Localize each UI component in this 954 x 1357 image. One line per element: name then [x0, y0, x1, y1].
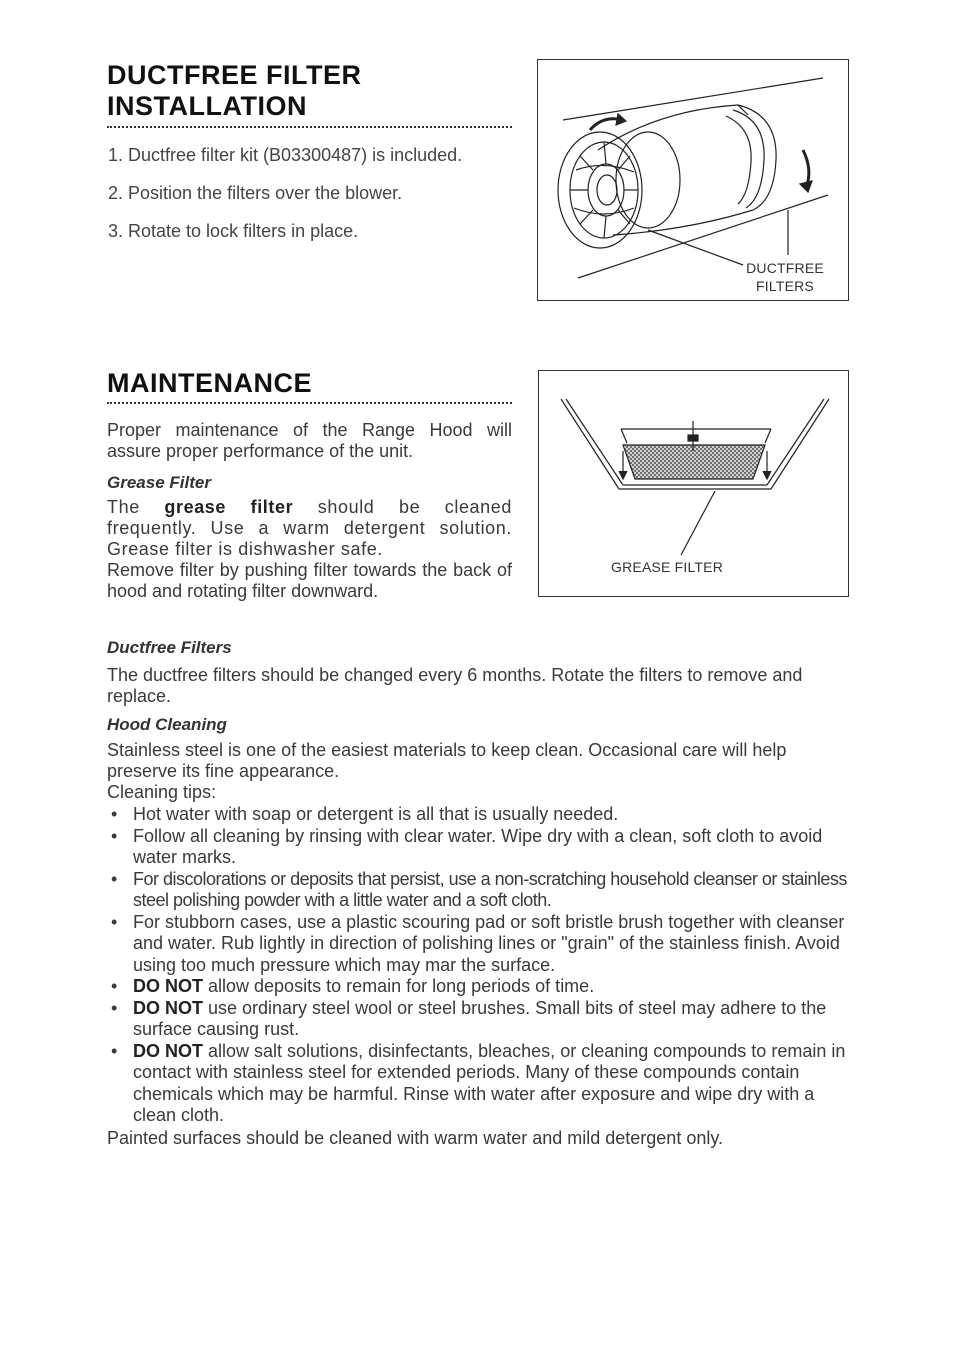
cleaning-tip-text: Hot water with soap or detergent is all that is usually needed.: [133, 804, 619, 824]
cleaning-tip-text: Follow all cleaning by rinsing with clear water. Wipe dry with a clean, soft cloth to avoid water marks.: [133, 825, 823, 867]
cleaning-tip-strong: DO NOT: [133, 1040, 203, 1061]
installation-title-rule: [107, 126, 512, 128]
grease-filter-figure: [538, 370, 849, 597]
ductfree-filters-text: The ductfree filters should be changed every 6 months. Rotate the filters to remove and replace.: [107, 665, 803, 706]
ductfree-filters-label-line1: DUCTFREE: [746, 260, 824, 276]
installation-step-1: 1. Ductfree filter kit (B03300487) is included.: [108, 145, 463, 165]
installation-step-2: 2. Position the filters over the blower.: [108, 183, 403, 203]
cleaning-tip-text: allow deposits to remain for long periods of time.: [203, 976, 595, 996]
bullet-icon: •: [111, 804, 118, 824]
bullet-icon: •: [111, 997, 118, 1018]
painted-surfaces-note: Painted surfaces should be cleaned with warm water and mild detergent only.: [107, 1127, 724, 1148]
installation-step-3: 3. Rotate to lock filters in place.: [108, 221, 359, 241]
cleaning-tip: [107, 998, 853, 1041]
installation-title-line1: DUCTFREE FILTER: [107, 60, 362, 90]
ductfree-filters-heading: Ductfree Filters: [107, 638, 232, 657]
cleaning-tip: [107, 869, 853, 912]
grease-filter-label: GREASE FILTER: [611, 559, 724, 575]
ductfree-filters-label-line2: FILTERS: [756, 278, 814, 294]
ductfree-filters-label: [743, 259, 827, 295]
bullet-icon: •: [111, 1040, 118, 1061]
grease-filter-text-suffix: should be cleaned frequently. Use a warm detergent solution. Grease filter is dishwasher safe.: [107, 497, 513, 559]
cleaning-tip: [107, 976, 853, 998]
maintenance-intro: Proper maintenance of the Range Hood will assure proper performance of the unit.: [107, 420, 512, 461]
grease-filter-text-strong: grease filter: [164, 497, 294, 517]
hood-cleaning-intro: Stainless steel is one of the easiest materials to keep clean. Occasional care will help preserve its fine appearance.: [107, 740, 787, 781]
bullet-icon: •: [111, 825, 118, 846]
maintenance-title: MAINTENANCE: [107, 368, 312, 398]
cleaning-tip-strong: DO NOT: [133, 997, 203, 1018]
installation-steps: [108, 144, 518, 242]
cleaning-tip-strong: DO NOT: [133, 976, 203, 996]
cleaning-tip-text: For stubborn cases, use a plastic scouring pad or soft bristle brush together with cleanser and water. Rub lightly in direction of polishing lines or "grain" of the stainless finish. Avoid using too much pressure which may mar the surface.: [133, 911, 845, 975]
cleaning-tips-label: Cleaning tips:: [107, 782, 217, 802]
maintenance-intro-block: [107, 420, 512, 602]
maintenance-title-rule: [107, 402, 512, 404]
cleaning-tip-text: use ordinary steel wool or steel brushes. Small bits of steel may adhere to the surface causing rust.: [133, 997, 827, 1039]
installation-section: [107, 60, 512, 122]
cleaning-tip: [107, 1041, 853, 1127]
cleaning-tip-text: For discolorations or deposits that persist, use a non-scratching household cleanser or stainless steel polishing powder with a little water and a soft cloth.: [133, 868, 847, 910]
cleaning-tip: [107, 804, 853, 826]
cleaning-tip: [107, 826, 853, 869]
grease-filter-text-prefix: The: [107, 497, 165, 517]
cleaning-tip-text: allow salt solutions, disinfectants, bleaches, or cleaning compounds to remain in contact with stainless steel for extended periods. Many of these compounds contain chemicals which may be harmful. Rinse with water after exposure and wipe dry with a clean cloth.: [133, 1040, 846, 1125]
bullet-icon: •: [111, 976, 118, 996]
installation-title-line2: INSTALLATION: [107, 91, 307, 121]
maintenance-body: [107, 637, 853, 1149]
hood-cleaning-heading: Hood Cleaning: [107, 715, 227, 734]
ductfree-filter-figure: [537, 59, 849, 301]
grease-filter-removal: Remove filter by pushing filter towards the back of hood and rotating filter downward.: [107, 560, 512, 601]
bullet-icon: •: [111, 868, 118, 889]
bullet-icon: •: [111, 911, 118, 932]
cleaning-tips-list: [107, 804, 853, 1127]
grease-filter-heading: Grease Filter: [107, 473, 211, 492]
grease-filter-text: [107, 497, 512, 560]
installation-title: [107, 60, 512, 122]
cleaning-tip: [107, 912, 853, 977]
